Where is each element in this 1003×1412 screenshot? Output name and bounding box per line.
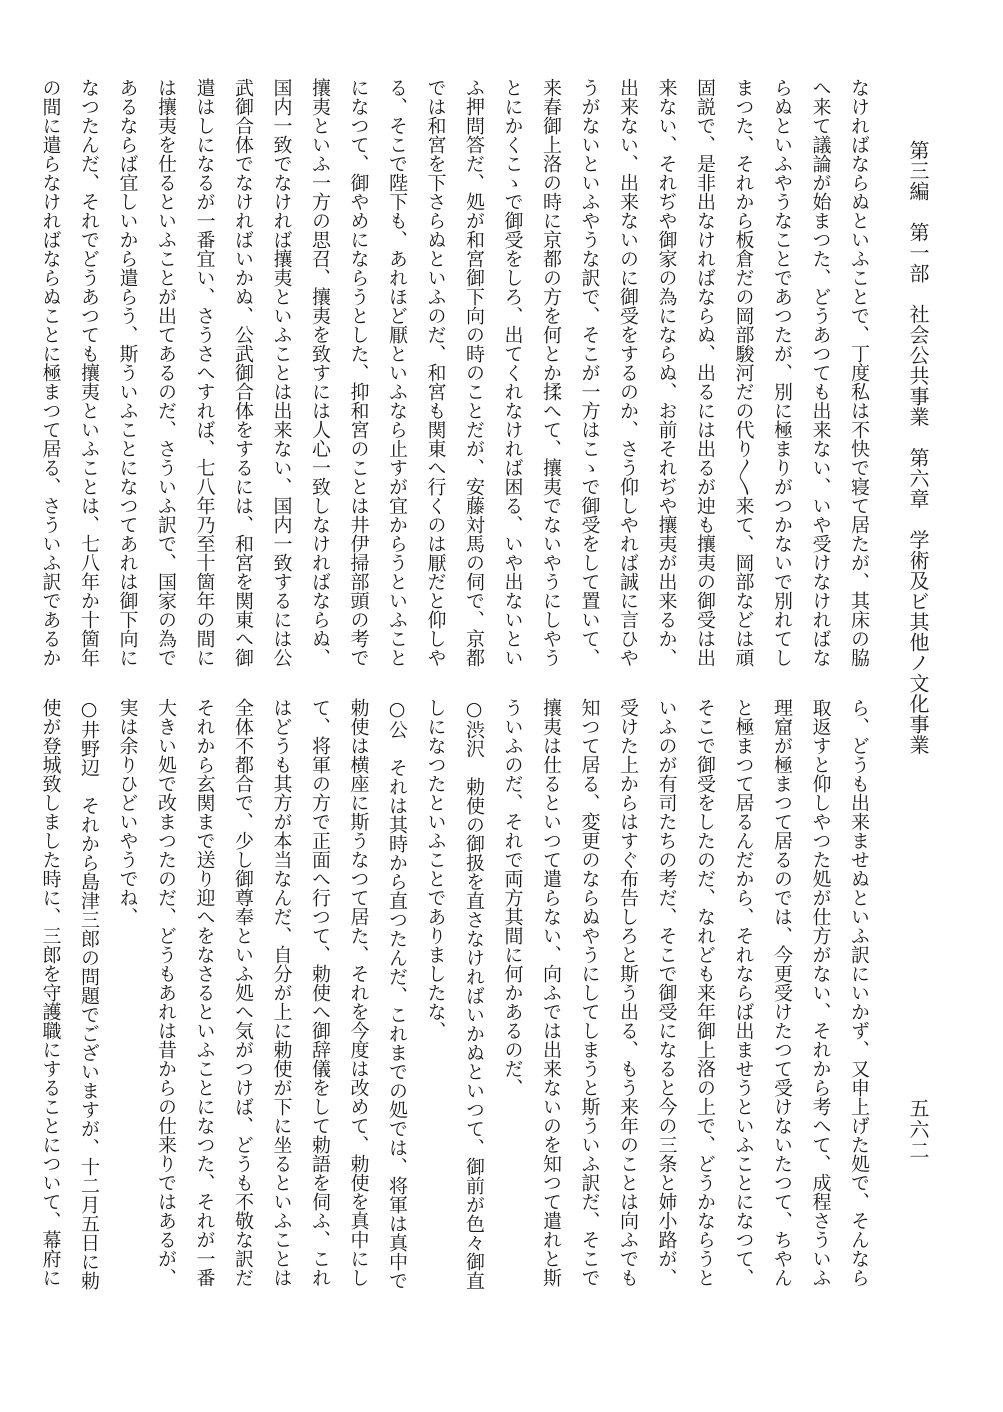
text-column-upper — [39, 78, 878, 667]
text-line: は攘夷を仕るといふことが出てあるのだ、さういふ訳で、国家の為で — [155, 78, 177, 667]
text-line: 攘夷は仕るといつて遣らない、向ふでは出来ないのを知つて遣れと斯 — [540, 698, 562, 1287]
text-line: 国内一致でなければ攘夷といふことは出来ない、国内一致するには公 — [270, 78, 293, 667]
text-line: そこで御受をしたのだ、なれども来年御上洛の上で、どうかならうと — [694, 698, 716, 1287]
text-line: ふ押問答だ、処が和宮御下向の時のことだが、安藤対馬の伺で、京都 — [463, 78, 485, 667]
text-line: うがないといふやうな訳で、そこが一方はこゝで御受をして置いて、 — [578, 78, 601, 667]
text-line: 取返すと仰しやつた処が仕方がない、それから考へて、成程さういふ — [809, 698, 832, 1287]
text-line: 武御合体でなければいかぬ、公武御合体をするには、和宮を関東へ御 — [232, 78, 254, 667]
running-head: 第三編 第一部 社会公共事業 第六章 学術及ビ其他ノ文化事業 — [906, 140, 930, 755]
text-line: ういふのだ、それで両方其間に何かあるのだ、 — [501, 698, 524, 1097]
text-line: 遣はしになるが一番宜い、さうさへすれば、七八年乃至十箇年の間に — [193, 78, 216, 667]
text-line: 大きい処で改まつたのだ、どうもあれは昔からの仕来りではあるが、 — [155, 698, 177, 1287]
page-number: 五六二 — [906, 1098, 930, 1161]
text-line: 勅使は横座に斯うなつて居た、それを今度は改めて、勅使を真中にし — [347, 698, 370, 1287]
text-line: 実は余りひどいやうでね、 — [116, 698, 139, 926]
text-line: 理窟が極まつて居るのでは、今更受けたつて受けないたつて、ちやん — [771, 698, 793, 1287]
text-line: の間に遣らなければならぬことに極まつて居る、さういふ訳であるか — [39, 78, 62, 667]
text-line: 来春御上洛の時に京都の方を何とか揉へて、攘夷でないやうにしやう — [540, 78, 562, 667]
text-line: へ来て議論が始まつた、どうあつても出来ない、いや受けなければな — [809, 78, 832, 667]
text-line: はどうも其方が本当なんだ、自分が上に勅使が下に坐るといふことは — [270, 698, 293, 1287]
text-column-lower — [39, 698, 878, 1328]
text-line: まつた、それから板倉だの岡部駿河だの代り〳〵来て、岡部などは頑 — [732, 78, 755, 667]
text-line: なければならぬといふことで、丁度私は不快で寝て居たが、其床の脇 — [848, 78, 870, 667]
text-line: なつたんだ、それでどうあつても攘夷といふことは、七八年か十箇年 — [78, 78, 100, 667]
text-line: とにかくこゝで御受をしろ、出てくれなければ困る、いや出ないとい — [501, 78, 524, 667]
text-line: と極まつて居るんだから、それならば出ませうといふことになつて、 — [732, 698, 755, 1287]
text-line: いふのが有司たちの考だ、そこで御受になると今の三条と姉小路が、 — [655, 698, 678, 1287]
text-line: それから玄関まで送り迎へをなさるといふことになつた、それが一番 — [193, 698, 216, 1287]
text-line: ○公 それは其時から直つたんだ、これまでの処では、将軍は真中で — [386, 698, 408, 1290]
text-line: ら、どうも出来ませぬといふ訳にいかず、又申上げた処で、そんなら — [848, 698, 870, 1287]
text-line: になつて、御やめにならうとした、抑和宮のことは井伊掃部頭の考で — [347, 78, 370, 667]
text-line: 固説で、是非出なければならぬ、出るには出るが迚も攘夷の御受は出 — [694, 78, 716, 667]
text-line: 来ない、それぢや御家の為にならぬ、お前それぢや攘夷が出来るか、 — [655, 78, 678, 667]
text-line: る、そこで陛下も、あれほど厭といふなら止すが宜からうといふこと — [386, 78, 408, 667]
text-line: 知つて居る、変更のならぬやうにしてしまうと斯ういふ訳だ、そこで — [578, 698, 601, 1287]
text-line: あるならば宜しいから遣らう、斯ういふことになつてあれは御下向に — [116, 78, 139, 667]
text-line: 出来ない、出来ないのに御受をするのか、さう仰しやれば誠に言ひや — [617, 78, 639, 667]
text-line: 受けた上からはすぐ布告しろと斯う出る、もう来年のことは向ふでも — [617, 698, 639, 1287]
text-line: ○井野辺 それから島津三郎の問題でございますが、十二月五日に勅 — [78, 698, 100, 1290]
text-line: しになつたといふことでありましたな、 — [424, 698, 447, 1040]
text-line: 攘夷といふ一方の思召、攘夷を致すには人心一致しなければならぬ、 — [309, 78, 331, 667]
text-line: では和宮を下さらぬといふのだ、和宮も関東へ行くのは厭だと仰しや — [424, 78, 447, 667]
text-line: 全体不都合で、少し御尊奉といふ処へ気がつけば、どうも不敬な訳だ — [232, 698, 254, 1287]
text-line: て、将軍の方で正面へ行つて、勅使へ御辞儀をして勅語を伺ふ、これ — [309, 698, 331, 1287]
text-line: ○渋沢 勅使の御扱を直さなければいかぬといつて、御前が色々御直 — [463, 698, 485, 1290]
text-line: らぬといふやうなことであつたが、別に極まりがつかないで別れてし — [771, 78, 793, 667]
text-line: 使が登城致しました時に、三郎を守護職にすることについて、幕府に — [39, 698, 62, 1287]
